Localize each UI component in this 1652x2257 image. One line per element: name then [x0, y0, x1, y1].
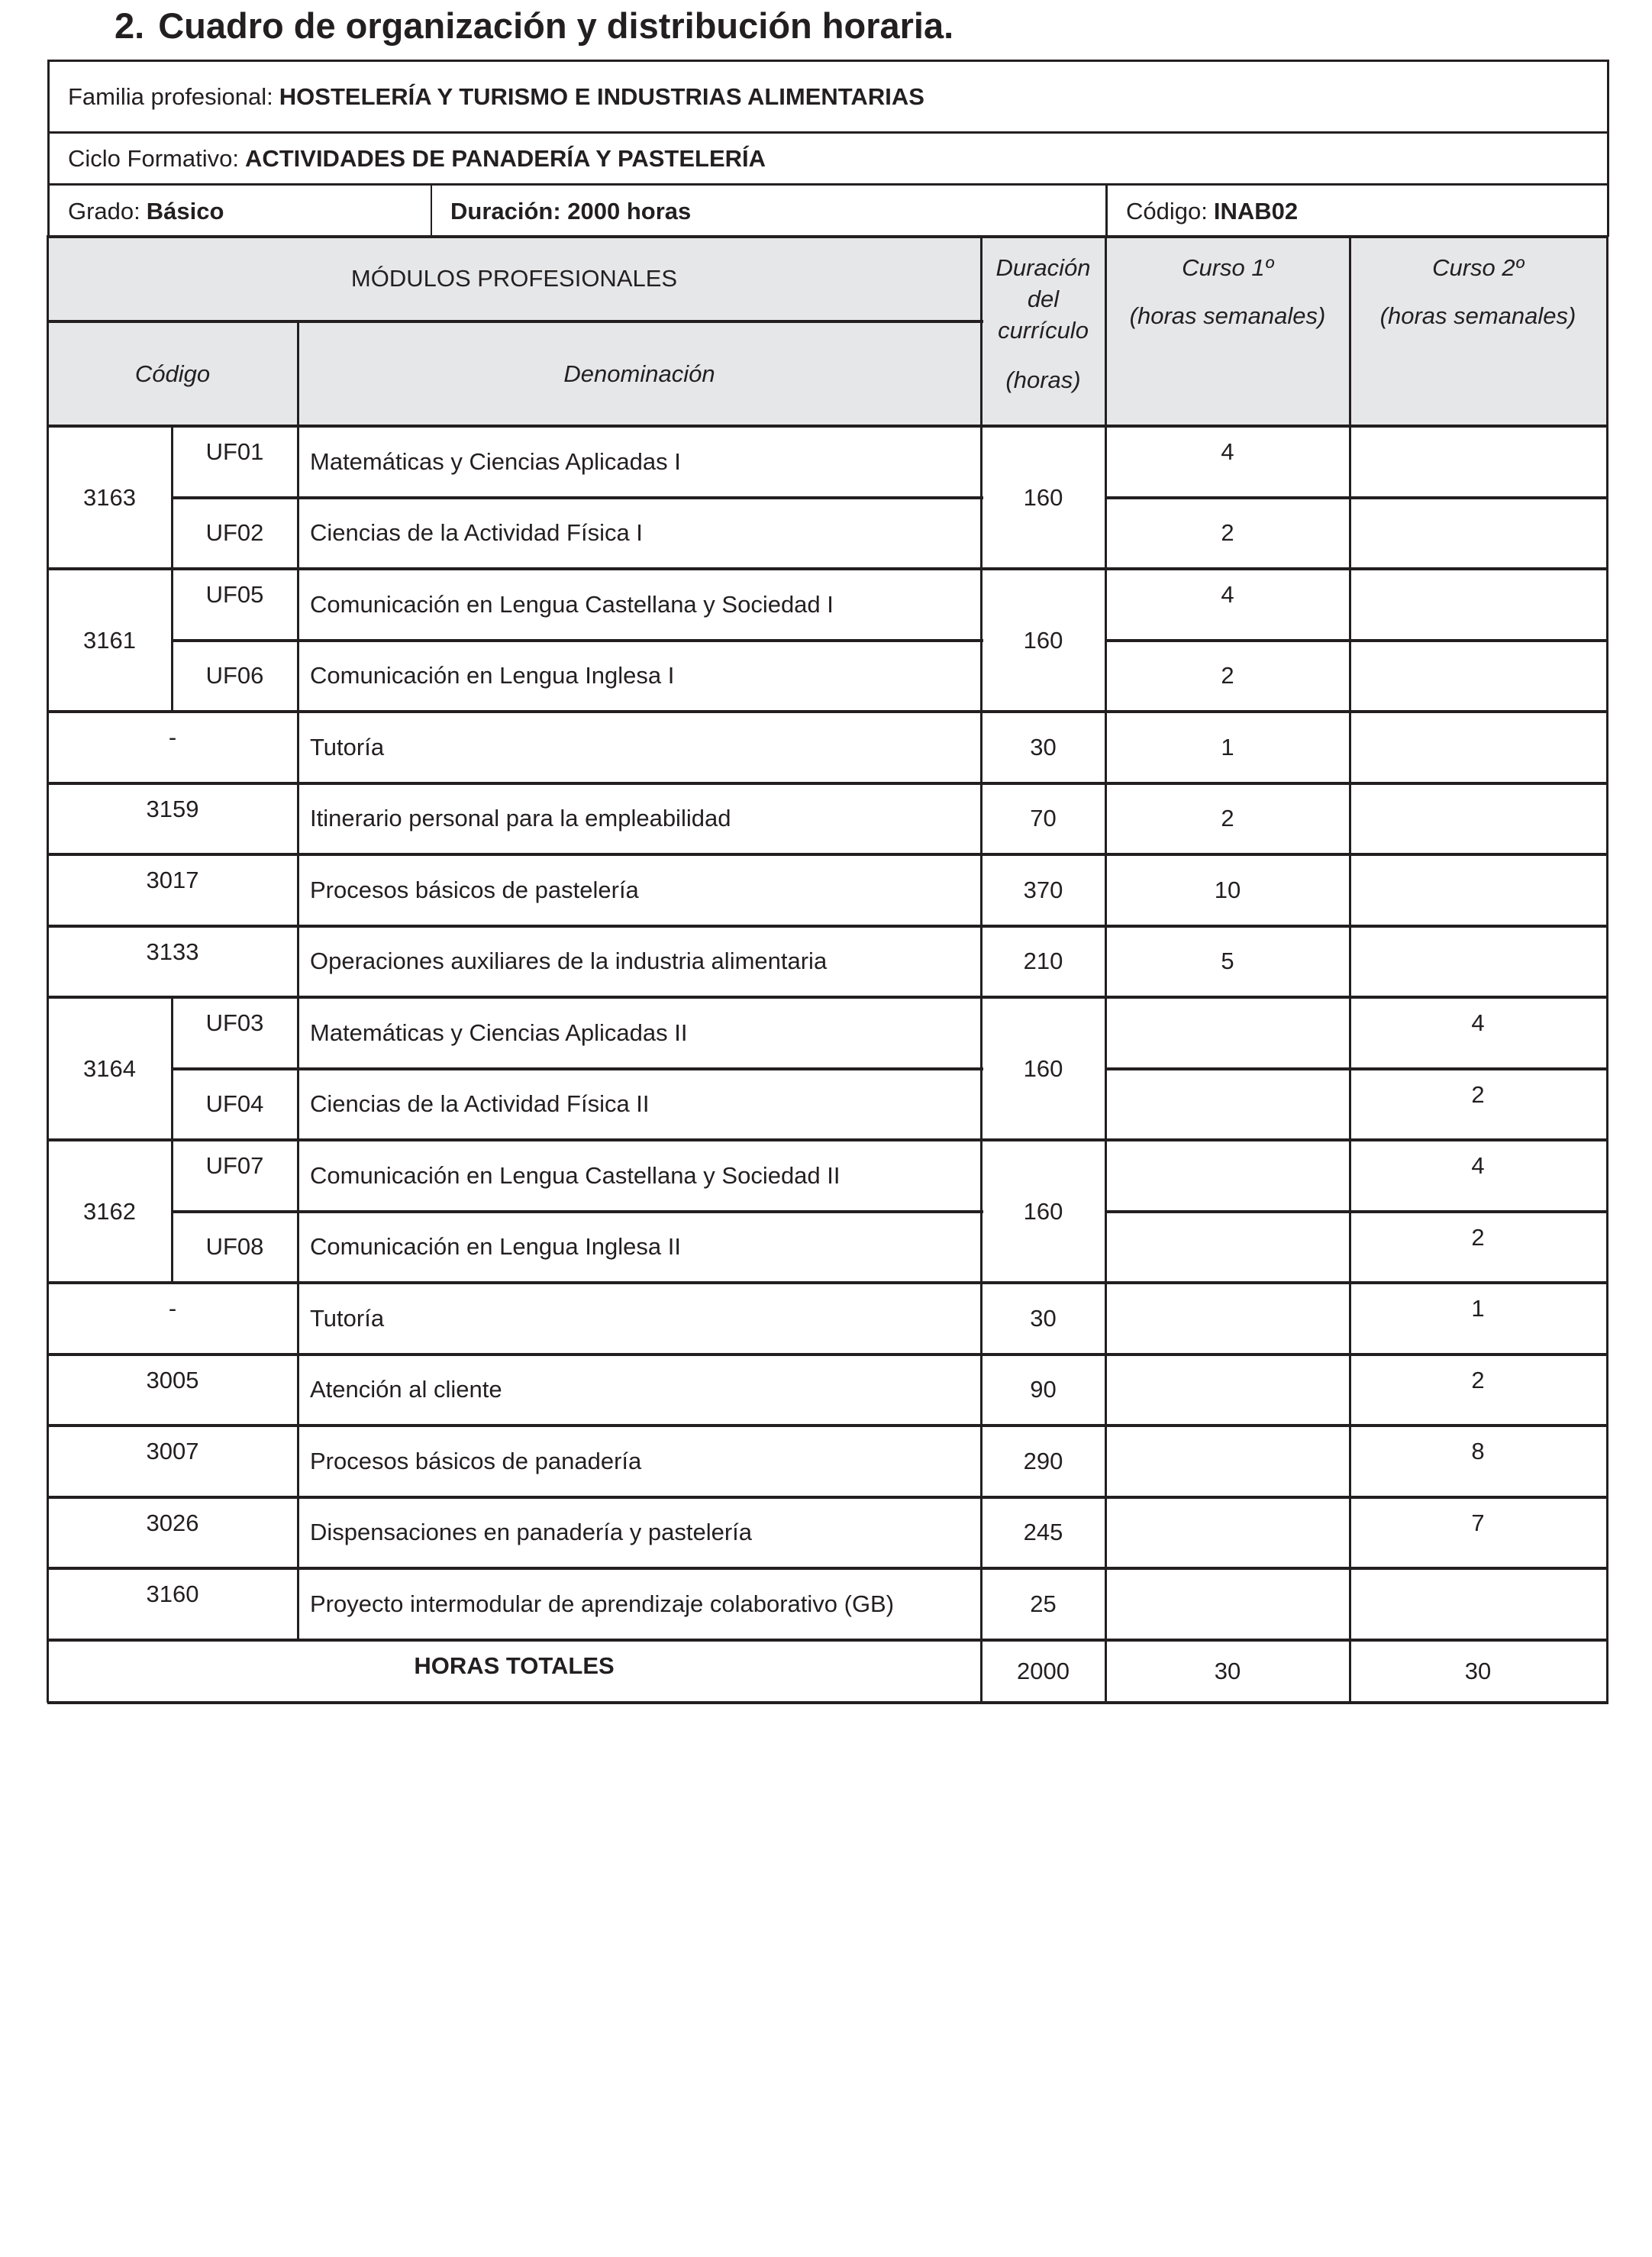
header-duracion-line4: (horas): [1005, 366, 1081, 393]
row-divider: [1105, 1067, 1608, 1070]
row-divider: [47, 710, 1608, 713]
module-code: 3160: [146, 1581, 199, 1607]
module-duration: 30: [1030, 733, 1057, 760]
unit-curso1-hours: 4: [1221, 581, 1234, 608]
unit-name: Ciencias de la Actividad Física I: [310, 519, 643, 547]
row-divider: [47, 925, 1608, 928]
module-duration: 160: [1023, 483, 1063, 511]
module-duration: 90: [1030, 1376, 1057, 1403]
section-title-text: Cuadro de organización y distribución horaria.: [158, 5, 954, 46]
row-divider: [1105, 1210, 1608, 1213]
module-duration: 290: [1023, 1447, 1063, 1474]
module-name: Dispensaciones en panadería y pastelería: [310, 1519, 753, 1546]
module-code: 3133: [146, 938, 199, 965]
column-divider: [297, 1497, 299, 1569]
column-divider: [297, 1283, 299, 1355]
module-duration: 25: [1030, 1590, 1057, 1617]
header-curso1: [1105, 237, 1350, 426]
column-divider: [297, 783, 299, 855]
row-divider: [47, 235, 1608, 238]
row-divider: [172, 1067, 983, 1070]
unit-curso1-hours: 2: [1221, 662, 1234, 689]
module-code: 3163: [83, 483, 136, 511]
header-curso2-line1: Curso 2º: [1432, 254, 1524, 281]
module-name: Tutoría: [310, 1304, 385, 1332]
unit-name: Matemáticas y Ciencias Aplicadas II: [310, 1019, 688, 1046]
module-name: Proyecto intermodular de aprendizaje colaborativo (GB): [310, 1590, 895, 1617]
row-divider: [47, 853, 1608, 856]
row-divider: [1105, 496, 1608, 499]
module-duration: 370: [1023, 876, 1063, 903]
header-curso2-line2: (horas semanales): [1379, 302, 1576, 329]
row-divider: [47, 567, 1608, 570]
unit-curso2-hours: 2: [1471, 1080, 1485, 1108]
row-divider: [172, 639, 983, 642]
header-curso1-line2: (horas semanales): [1129, 302, 1326, 329]
module-curso1-hours: [1105, 1568, 1350, 1640]
module-name: Itinerario personal para la empleabilidad: [310, 805, 731, 832]
row-divider: [47, 1639, 1608, 1642]
module-code: 3026: [146, 1509, 199, 1536]
unit-code: UF03: [205, 1009, 264, 1036]
module-curso1-hours: 2: [1221, 805, 1234, 832]
header-codigo: Código: [134, 360, 211, 387]
grado-value: Básico: [146, 197, 224, 224]
unit-curso2-hours: 4: [1471, 1009, 1485, 1036]
unit-code: UF06: [205, 662, 264, 689]
row-divider: [47, 1424, 1608, 1427]
column-divider: [171, 569, 173, 712]
row-divider: [47, 1281, 1608, 1284]
column-divider: [171, 426, 173, 569]
module-name: Procesos básicos de panadería: [310, 1447, 642, 1474]
module-curso1-hours: [1105, 1497, 1350, 1569]
unit-name: Ciencias de la Actividad Física II: [310, 1090, 650, 1118]
module-duration: 70: [1030, 805, 1057, 832]
module-duration: 210: [1023, 948, 1063, 975]
module-name: Tutoría: [310, 733, 385, 760]
unit-curso2-hours: 2: [1471, 1223, 1485, 1251]
header-duracion-line2: del: [1027, 286, 1060, 312]
row-divider: [172, 1210, 983, 1213]
totals-duration: 2000: [1017, 1657, 1070, 1684]
module-duration: 160: [1023, 1054, 1063, 1082]
row-divider: [47, 1353, 1608, 1356]
header-curso1-line1: Curso 1º: [1182, 254, 1273, 281]
unit-curso1-hours: 2: [1221, 519, 1234, 547]
header-duracion-line3: currículo: [998, 317, 1089, 344]
familia-value: HOSTELERÍA Y TURISMO E INDUSTRIAS ALIMENTARIAS: [279, 82, 924, 110]
unit-curso2-hours: [1350, 426, 1606, 498]
module-curso1-hours: 1: [1221, 733, 1234, 760]
module-code: -: [168, 724, 177, 751]
header-duracion-line1: Duración: [995, 254, 1091, 281]
unit-code: UF04: [205, 1090, 264, 1118]
row-divider: [47, 1567, 1608, 1570]
column-divider: [297, 926, 299, 998]
module-code: 3164: [83, 1054, 136, 1082]
unit-curso2-hours: 4: [1471, 1152, 1485, 1179]
module-curso2-hours: [1350, 712, 1606, 783]
unit-code: UF01: [205, 438, 264, 465]
unit-curso2-hours: [1350, 498, 1606, 570]
row-divider: [1105, 639, 1608, 642]
module-curso2-hours: [1350, 926, 1606, 998]
module-code: -: [168, 1295, 177, 1322]
codigo-label: Código:: [1126, 197, 1208, 224]
unit-code: UF07: [205, 1152, 264, 1179]
column-divider: [297, 426, 299, 569]
unit-code: UF08: [205, 1233, 264, 1261]
module-code: 3007: [146, 1438, 199, 1464]
ciclo-value: ACTIVIDADES DE PANADERÍA Y PASTELERÍA: [244, 144, 766, 172]
duracion-cell: Duración: 2000 horas: [450, 197, 692, 224]
module-curso2-hours: [1350, 783, 1606, 855]
unit-curso1-hours: [1105, 1069, 1350, 1141]
section-number: 2.: [115, 5, 145, 46]
ciclo-label: Ciclo Formativo:: [68, 144, 239, 172]
module-curso1-hours: [1105, 1355, 1350, 1426]
familia-label: Familia profesional:: [68, 82, 273, 110]
column-divider: [297, 712, 299, 783]
module-curso2-hours: 7: [1471, 1509, 1485, 1536]
column-divider: [297, 854, 299, 926]
module-duration: 160: [1023, 1197, 1063, 1225]
unit-code: UF02: [205, 519, 264, 547]
column-divider: [297, 1355, 299, 1426]
column-divider: [297, 1568, 299, 1640]
header-curso2: [1350, 237, 1606, 426]
grado-label: Grado:: [68, 197, 140, 224]
column-divider: [171, 997, 173, 1140]
module-code: 3161: [83, 626, 136, 654]
column-divider: [1105, 235, 1107, 1703]
column-divider: [297, 1140, 299, 1283]
module-duration: 160: [1023, 626, 1063, 654]
column-divider: [297, 997, 299, 1140]
unit-curso2-hours: [1350, 641, 1606, 712]
module-curso1-hours: 10: [1214, 876, 1241, 903]
module-curso1-hours: 5: [1221, 948, 1234, 975]
module-code: 3162: [83, 1197, 136, 1225]
unit-curso1-hours: [1105, 1140, 1350, 1212]
unit-curso1-hours: [1105, 1212, 1350, 1283]
module-code: 3159: [146, 795, 199, 822]
module-duration: 245: [1023, 1519, 1063, 1546]
column-divider: [297, 569, 299, 712]
unit-name: Comunicación en Lengua Inglesa II: [310, 1233, 681, 1261]
row-divider: [47, 1701, 1608, 1704]
column-divider: [297, 321, 299, 426]
module-name: Operaciones auxiliares de la industria alimentaria: [310, 948, 828, 975]
unit-curso1-hours: 4: [1221, 438, 1234, 465]
module-curso1-hours: [1105, 1283, 1350, 1355]
column-divider: [980, 235, 982, 1703]
column-divider: [47, 235, 49, 1703]
column-divider: [171, 1140, 173, 1283]
unit-curso1-hours: [1105, 997, 1350, 1069]
header-duracion: [981, 237, 1105, 426]
row-divider: [47, 996, 1608, 999]
unit-code: UF05: [205, 581, 264, 608]
module-name: Atención al cliente: [310, 1376, 502, 1403]
row-divider: [47, 320, 983, 323]
totals-label: HORAS TOTALES: [414, 1652, 615, 1679]
row-divider: [47, 782, 1608, 785]
module-curso2-hours: 2: [1471, 1366, 1485, 1393]
row-divider: [47, 425, 1608, 428]
module-curso2-hours: [1350, 854, 1606, 926]
header-modulos: MÓDULOS PROFESIONALES: [350, 265, 678, 292]
unit-name: Comunicación en Lengua Castellana y Sociedad II: [310, 1161, 841, 1189]
unit-name: Comunicación en Lengua Castellana y Sociedad I: [310, 590, 834, 618]
row-divider: [47, 1496, 1608, 1499]
unit-name: Matemáticas y Ciencias Aplicadas I: [310, 447, 681, 475]
totals-curso1: 30: [1214, 1657, 1241, 1684]
module-curso2-hours: 1: [1471, 1295, 1485, 1322]
header-denominacion: Denominación: [563, 360, 715, 387]
column-divider: [297, 1426, 299, 1497]
unit-curso2-hours: [1350, 569, 1606, 641]
module-duration: 30: [1030, 1304, 1057, 1332]
row-divider: [47, 1138, 1608, 1141]
module-curso1-hours: [1105, 1426, 1350, 1497]
module-curso2-hours: [1350, 1568, 1606, 1640]
module-name: Procesos básicos de pastelería: [310, 876, 639, 903]
module-code: 3017: [146, 867, 199, 893]
row-divider: [172, 496, 983, 499]
module-code: 3005: [146, 1366, 199, 1393]
module-curso2-hours: 8: [1471, 1438, 1485, 1464]
column-divider: [1349, 235, 1351, 1703]
codigo-value: INAB02: [1213, 197, 1299, 224]
totals-curso2: 30: [1464, 1657, 1492, 1684]
column-divider: [1606, 235, 1608, 1703]
unit-name: Comunicación en Lengua Inglesa I: [310, 662, 675, 689]
